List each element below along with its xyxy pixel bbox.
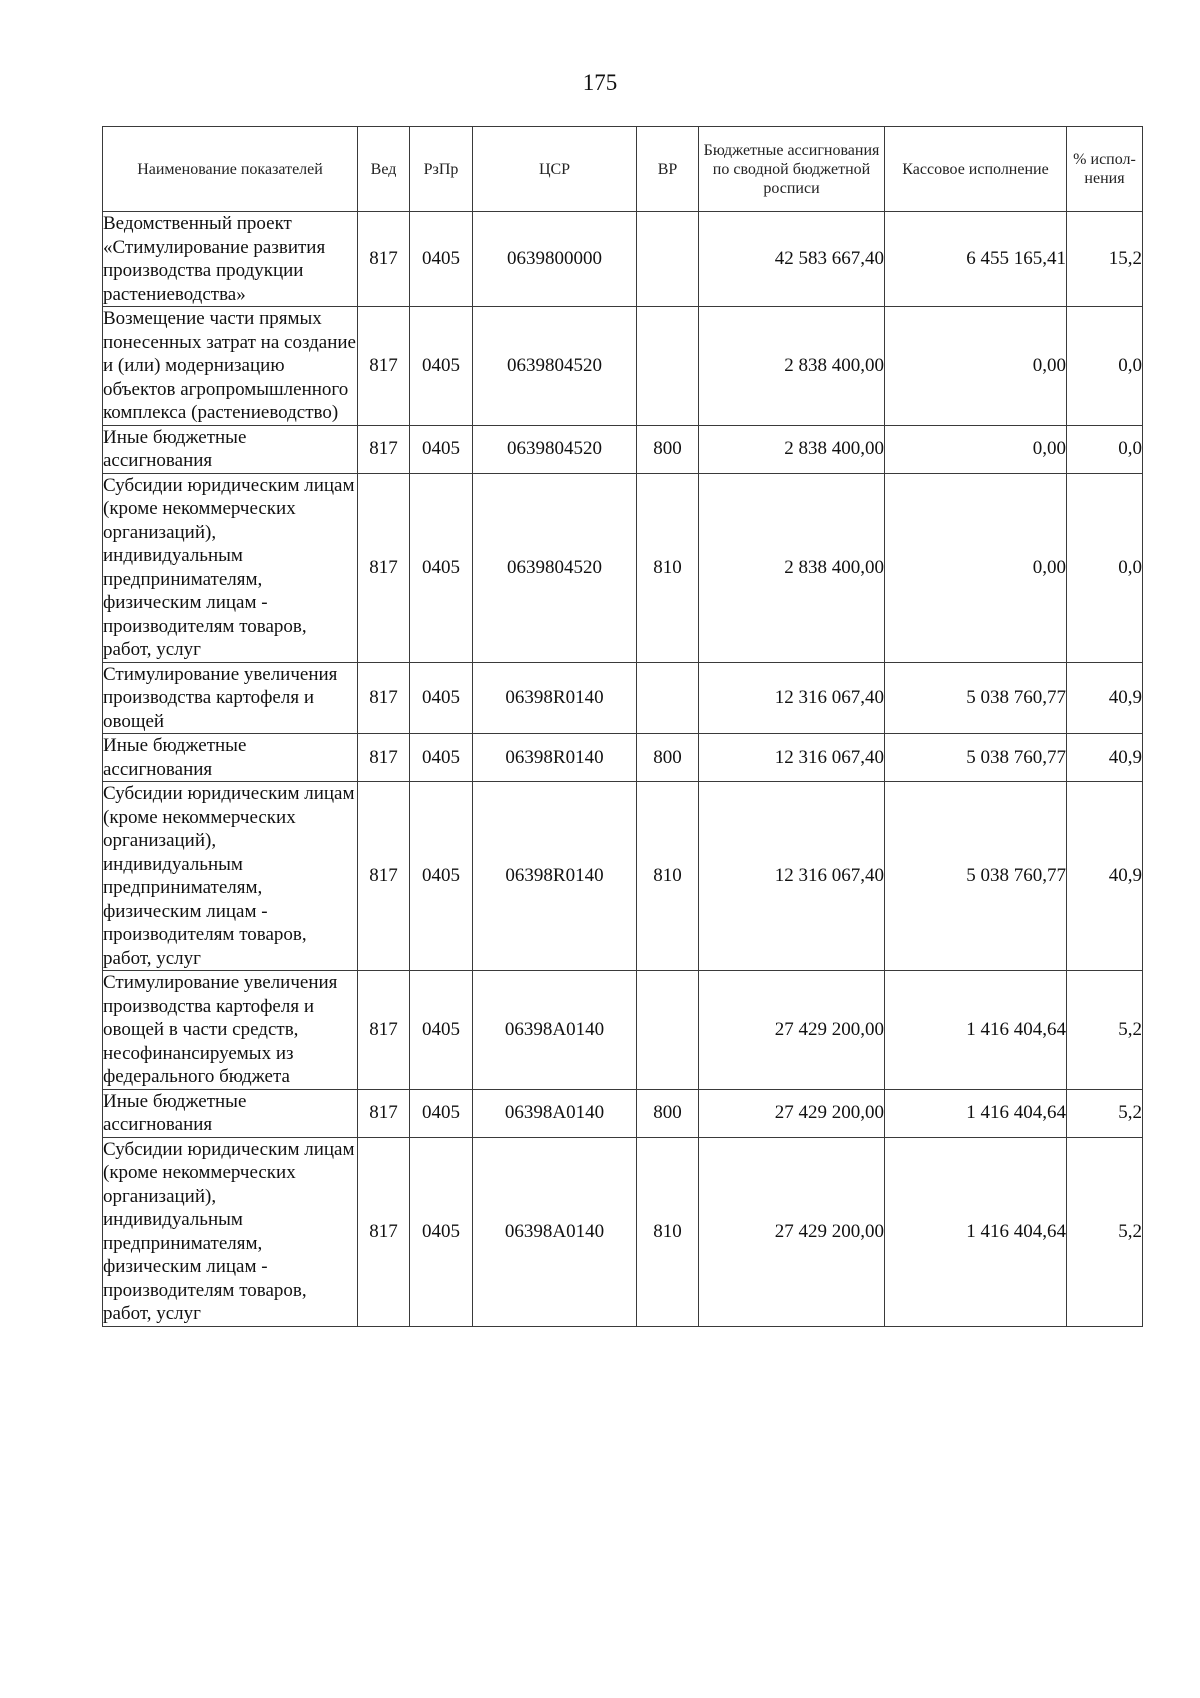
cell-budget: 2 838 400,00 — [699, 425, 885, 473]
cell-csr: 06398A0140 — [473, 1089, 637, 1137]
header-ved: Вед — [358, 127, 410, 212]
table-row — [103, 971, 1143, 1090]
table-row — [103, 1137, 1143, 1326]
cell-ved: 817 — [358, 1089, 410, 1137]
cell-rzpr: 0405 — [410, 212, 473, 307]
cell-cash: 1 416 404,64 — [885, 1089, 1067, 1137]
cell-vr: 800 — [637, 1089, 699, 1137]
cell-budget: 2 838 400,00 — [699, 307, 885, 426]
header-vr: ВР — [637, 127, 699, 212]
cell-pct: 15,2 — [1067, 212, 1143, 307]
table-row — [103, 425, 1143, 473]
cell-pct: 40,9 — [1067, 782, 1143, 971]
cell-rzpr: 0405 — [410, 1137, 473, 1326]
cell-rzpr: 0405 — [410, 971, 473, 1090]
cell-name: Иные бюджетные ассигнования — [103, 734, 358, 782]
cell-cash: 1 416 404,64 — [885, 971, 1067, 1090]
table-row — [103, 662, 1143, 734]
cell-vr — [637, 212, 699, 307]
cell-budget: 12 316 067,40 — [699, 782, 885, 971]
cell-rzpr: 0405 — [410, 307, 473, 426]
cell-name: Стимулирование увеличения производства картофеля и овощей — [103, 662, 358, 734]
cell-vr — [637, 307, 699, 426]
cell-rzpr: 0405 — [410, 662, 473, 734]
page-number: 175 — [582, 70, 618, 95]
cell-csr: 0639804520 — [473, 307, 637, 426]
header-cash: Кассовое исполнение — [885, 127, 1067, 212]
cell-csr: 06398A0140 — [473, 971, 637, 1090]
header-csr: ЦСР — [473, 127, 637, 212]
cell-vr — [637, 662, 699, 734]
table-row — [103, 307, 1143, 426]
header-budget: Бюджетные ассигнования по сводной бюджетной росписи — [699, 127, 885, 212]
table-row — [103, 1089, 1143, 1137]
cell-vr — [637, 971, 699, 1090]
cell-pct: 0,0 — [1067, 425, 1143, 473]
cell-name: Стимулирование увеличения производства картофеля и овощей в части средств, несофинансируемых из федерального бюджета — [103, 971, 358, 1090]
cell-vr: 810 — [637, 782, 699, 971]
cell-rzpr: 0405 — [410, 734, 473, 782]
cell-pct: 5,2 — [1067, 1137, 1143, 1326]
cell-vr: 810 — [637, 1137, 699, 1326]
cell-budget: 27 429 200,00 — [699, 971, 885, 1090]
cell-vr: 810 — [637, 473, 699, 662]
cell-ved: 817 — [358, 734, 410, 782]
cell-pct: 5,2 — [1067, 1089, 1143, 1137]
cell-cash: 0,00 — [885, 473, 1067, 662]
cell-budget: 27 429 200,00 — [699, 1137, 885, 1326]
cell-cash: 6 455 165,41 — [885, 212, 1067, 307]
cell-pct: 5,2 — [1067, 971, 1143, 1090]
cell-vr: 800 — [637, 734, 699, 782]
table-row — [103, 473, 1143, 662]
header-rzpr: РзПр — [410, 127, 473, 212]
cell-ved: 817 — [358, 425, 410, 473]
cell-cash: 5 038 760,77 — [885, 734, 1067, 782]
table-row — [103, 734, 1143, 782]
cell-cash: 5 038 760,77 — [885, 662, 1067, 734]
budget-execution-table — [102, 126, 1143, 1327]
table-row — [103, 782, 1143, 971]
cell-name: Субсидии юридическим лицам (кроме некоммерческих организаций), индивидуальным предпринимателям, физическим лицам - производителям товаров, работ, услуг — [103, 1137, 358, 1326]
cell-rzpr: 0405 — [410, 1089, 473, 1137]
header-name: Наименование показателей — [103, 127, 358, 212]
cell-ved: 817 — [358, 662, 410, 734]
cell-ved: 817 — [358, 212, 410, 307]
cell-pct: 40,9 — [1067, 734, 1143, 782]
cell-cash: 1 416 404,64 — [885, 1137, 1067, 1326]
cell-csr: 06398R0140 — [473, 734, 637, 782]
cell-ved: 817 — [358, 1137, 410, 1326]
cell-rzpr: 0405 — [410, 782, 473, 971]
cell-rzpr: 0405 — [410, 473, 473, 662]
cell-budget: 42 583 667,40 — [699, 212, 885, 307]
cell-name: Субсидии юридическим лицам (кроме некоммерческих организаций), индивидуальным предпринимателям, физическим лицам - производителям товаров, работ, услуг — [103, 782, 358, 971]
cell-name: Иные бюджетные ассигнования — [103, 425, 358, 473]
cell-ved: 817 — [358, 473, 410, 662]
cell-name: Субсидии юридическим лицам (кроме некоммерческих организаций), индивидуальным предпринимателям, физическим лицам - производителям товаров, работ, услуг — [103, 473, 358, 662]
cell-budget: 12 316 067,40 — [699, 734, 885, 782]
cell-pct: 40,9 — [1067, 662, 1143, 734]
cell-budget: 12 316 067,40 — [699, 662, 885, 734]
cell-ved: 817 — [358, 307, 410, 426]
cell-rzpr: 0405 — [410, 425, 473, 473]
cell-cash: 0,00 — [885, 307, 1067, 426]
cell-csr: 0639800000 — [473, 212, 637, 307]
cell-csr: 06398R0140 — [473, 782, 637, 971]
cell-pct: 0,0 — [1067, 307, 1143, 426]
cell-name: Иные бюджетные ассигнования — [103, 1089, 358, 1137]
cell-ved: 817 — [358, 782, 410, 971]
table-header-row — [103, 127, 1143, 212]
table-row — [103, 212, 1143, 307]
cell-csr: 0639804520 — [473, 425, 637, 473]
cell-csr: 06398A0140 — [473, 1137, 637, 1326]
cell-csr: 06398R0140 — [473, 662, 637, 734]
cell-budget: 2 838 400,00 — [699, 473, 885, 662]
cell-name: Возмещение части прямых понесенных затрат на создание и (или) модернизацию объектов агропромышленного комплекса (растениеводство) — [103, 308, 356, 423]
cell-cash: 5 038 760,77 — [885, 782, 1067, 971]
cell-budget: 27 429 200,00 — [699, 1089, 885, 1137]
cell-csr: 0639804520 — [473, 473, 637, 662]
cell-vr: 800 — [637, 425, 699, 473]
cell-pct: 0,0 — [1067, 473, 1143, 662]
cell-ved: 817 — [358, 971, 410, 1090]
cell-name: Ведомственный проект «Стимулирование развития производства продукции растениеводства» — [103, 212, 358, 307]
header-pct: % испол-нения — [1067, 127, 1143, 212]
cell-cash: 0,00 — [885, 425, 1067, 473]
